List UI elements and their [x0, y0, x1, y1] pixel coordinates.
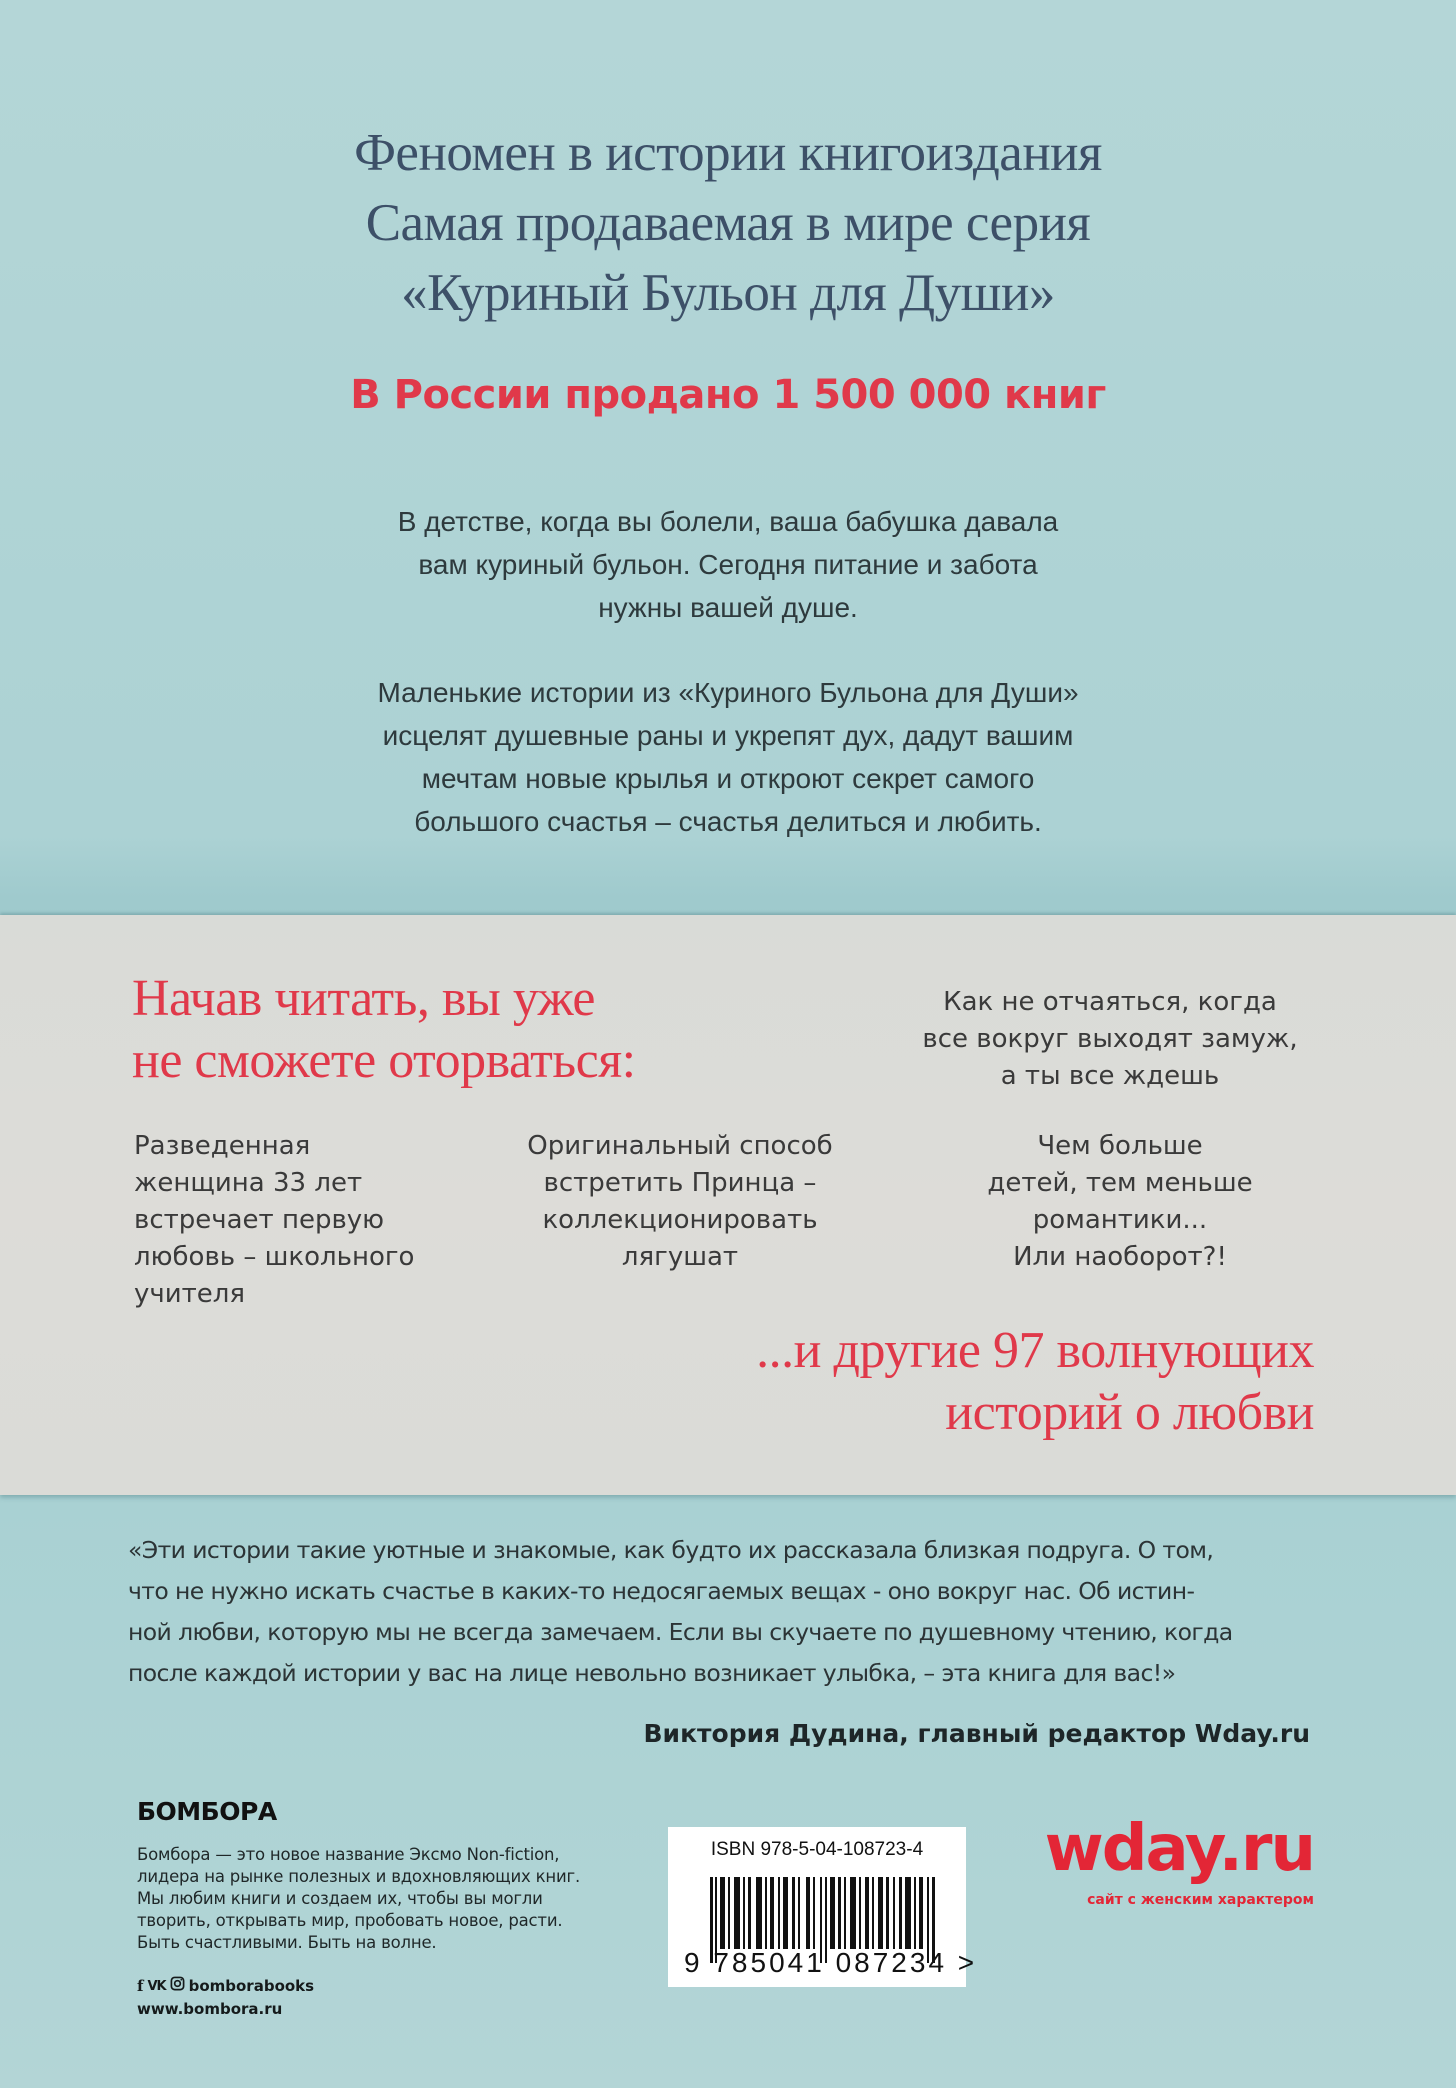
- quote-line: «Эти истории такие уютные и знакомые, как будто их рассказала близкая подруга. О том,: [128, 1536, 1214, 1564]
- quote-line: ной любви, которую мы не всегда замечаем. Если вы скучаете по душевному чтению, когда: [128, 1618, 1233, 1646]
- teaser-line: лягушат: [621, 1242, 739, 1272]
- publisher-website[interactable]: www.bombora.ru: [137, 2000, 283, 2018]
- teaser-line: учителя: [134, 1279, 246, 1309]
- isbn-barcode: [668, 1827, 978, 1987]
- teaser-3: [500, 1128, 860, 1276]
- wday-logo: wday.ru: [1044, 1812, 1314, 1886]
- teaser-line: женщина 33 лет: [134, 1168, 363, 1198]
- teaser-4: [940, 1128, 1300, 1276]
- intro-line: большого счастья – счастья делиться и любить.: [414, 806, 1042, 837]
- quote-line: что не нужно искать счастье в каких-то недосягаемых вещах - оно вокруг нас. Об истин-: [128, 1577, 1195, 1605]
- sales-banner: В России продано 1 500 000 книг: [350, 372, 1106, 418]
- quote-author: Виктория Дудина, главный редактор Wday.ru: [643, 1719, 1310, 1748]
- publisher-social: [137, 1975, 314, 2021]
- band-closing-line: ...и другие 97 волнующих: [756, 1322, 1314, 1379]
- isbn-label: ISBN 978-5-04-108723-4: [710, 1839, 924, 1860]
- headline-line-2: Самая продаваемая в мире серия: [365, 194, 1091, 252]
- publisher-line: творить, открывать мир, пробовать новое, расти.: [137, 1911, 563, 1930]
- headline-line-3: «Куриный Бульон для Души»: [401, 264, 1055, 322]
- intro-line: вам куриный бульон. Сегодня питание и забота: [418, 549, 1038, 580]
- teaser-line: Разведенная: [134, 1131, 311, 1161]
- publisher-logo: БОМБОРА: [137, 1797, 277, 1826]
- teaser-1: [880, 984, 1340, 1095]
- intro-paragraph-1: [0, 500, 1456, 629]
- intro-line: Маленькие истории из «Куриного Бульона для Души»: [377, 677, 1079, 708]
- intro-line: В детстве, когда вы болели, ваша бабушка давала: [397, 506, 1059, 537]
- ean-digits: [684, 1947, 977, 1979]
- instagram-icon[interactable]: [170, 1975, 185, 1998]
- intro-paragraph-2: [0, 671, 1456, 843]
- teaser-line: встречает первую: [134, 1205, 385, 1235]
- review-quote: [128, 1530, 1328, 1694]
- facebook-icon[interactable]: f: [137, 1977, 144, 1995]
- publisher-line: Быть счастливыми. Быть на волне.: [137, 1933, 437, 1952]
- quote-line: после каждой истории у вас на лице невольно возникает улыбка, – эта книга для вас!»: [128, 1659, 1176, 1687]
- teaser-2: [134, 1128, 414, 1313]
- ean-left-group: 785041: [713, 1947, 825, 1978]
- ean-right-group: 087234: [835, 1947, 948, 1978]
- ean-first-digit: 9: [684, 1947, 703, 1978]
- publisher-line: Бомбора — это новое название Эксмо Non-fiction,: [137, 1845, 560, 1864]
- teaser-line: Как не отчаяться, когда: [943, 987, 1277, 1017]
- teaser-line: Оригинальный способ: [527, 1131, 833, 1161]
- band-closing-line: историй о любви: [945, 1384, 1314, 1441]
- teaser-line: любовь – школьного: [134, 1242, 415, 1272]
- band-closing: [756, 1320, 1314, 1444]
- teaser-line: Или наоборот?!: [1013, 1242, 1227, 1272]
- intro-line: нужны вашей душе.: [598, 592, 858, 623]
- intro-line: мечтам новые крылья и откроют секрет самого: [421, 763, 1035, 794]
- vk-icon[interactable]: VK: [147, 1979, 166, 1994]
- publisher-description: [137, 1844, 580, 1954]
- teaser-line: все вокруг выходят замуж,: [922, 1024, 1298, 1054]
- teaser-line: коллекционировать: [542, 1205, 818, 1235]
- series-headline: [0, 118, 1456, 328]
- teaser-line: романтики...: [1032, 1205, 1208, 1235]
- teaser-line: а ты все ждешь: [1000, 1061, 1220, 1091]
- publisher-line: Мы любим книги и создаем их, чтобы вы могли: [137, 1889, 543, 1908]
- teaser-line: встретить Принца –: [543, 1168, 817, 1198]
- teaser-line: Чем больше: [1037, 1131, 1203, 1161]
- social-handle[interactable]: bomborabooks: [188, 1977, 315, 1995]
- teaser-line: детей, тем меньше: [987, 1168, 1253, 1198]
- wday-tagline: сайт с женским характером: [1087, 1892, 1314, 1908]
- band-heading-line: Начав читать, вы уже: [132, 970, 595, 1027]
- publisher-line: лидера на рынке полезных и вдохновляющих книг.: [137, 1867, 581, 1886]
- intro-line: исцелят душевные раны и укрепят дух, дадут вашим: [382, 720, 1074, 751]
- ean-marker: >: [957, 1947, 978, 1978]
- band-heading-line: не сможете оторваться:: [132, 1032, 636, 1089]
- band-heading: [132, 968, 636, 1092]
- headline-line-1: Феномен в истории книгоиздания: [354, 124, 1102, 182]
